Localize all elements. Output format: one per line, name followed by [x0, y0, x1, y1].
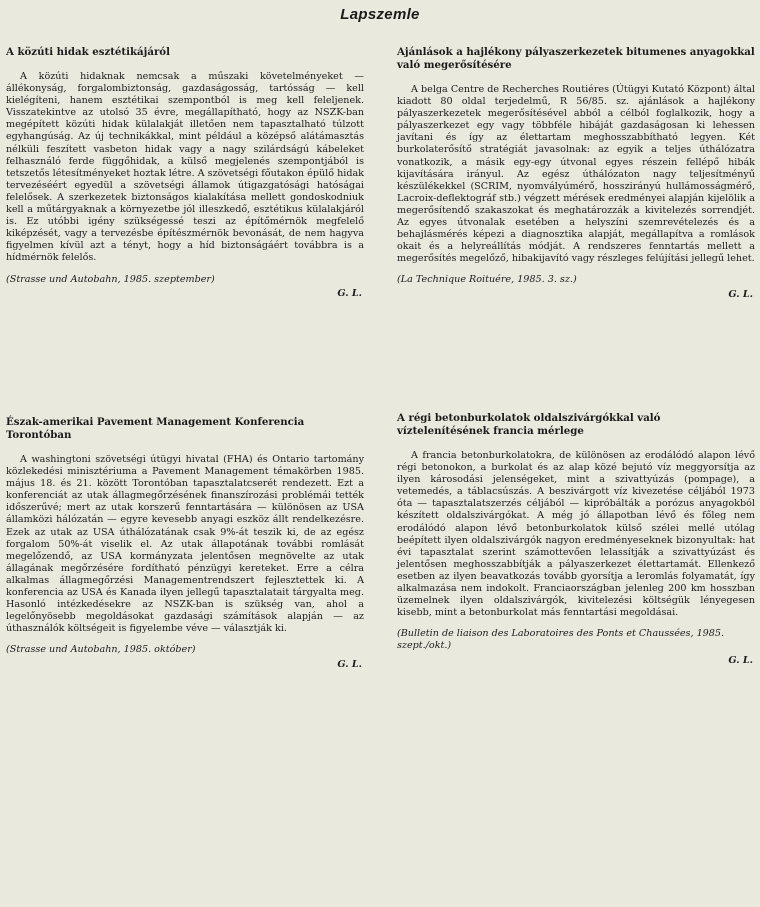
article-flexible-pavement — [397, 46, 755, 301]
article-title: Ajánlások a hajlékony pályaszerkezetek bitumenes anyagokkal való megerősítésére — [397, 46, 755, 71]
article-source: (Strasse und Autobahn, 1985. október) — [6, 644, 196, 656]
article-title: A közúti hidak esztétikájáról — [6, 46, 170, 58]
article-signature: G. L. — [337, 658, 362, 670]
article-body: A közúti hidaknak nemcsak a műszaki követelményeket — állékonyság, forgalombiztonság, gazdaságosság, tartósság — kell kielégíteni, hanem esztétikai szempontból is meg kell feleljenek. Visszatekintve az utolsó 35 évre, megállapítható, hogy az NSZK-ban megépített közúti hidak külalakját illetően nem tapasztalható túlzott egyhangúság. Az új technikákkal, mint például a középső alátámasztás nélküli feszített vasbeton hidak vagy a nagy szilárdságú kábeleket felhasználó ferde függőhidak, a külső megjelenés szempontjából is tetszetős létesítményeket hoztak létre. A szövetségi főutakon épülő hidak tervezéséért egyedül a szövetségi államok útigazgatósági hatóságai felelősek. A szerkezetek biztonságos kialakítása mellett gondoskodniuk kell a műtárgyaknak a környezetbe jól illeszkedő, esztétikus külalakjáról is. Ez utóbbi igény szükségessé teszi az építőmérnök megfelelő kiképzését, vagy a tervezésbe építészmérnök bevonását, de nem hagyva figyelmen kívül azt a tényt, hogy a híd biztonságáért továbbra is a hídmérnök felelős. — [6, 71, 364, 264]
article-signature: G. L. — [728, 654, 753, 666]
article-bridge-aesthetics — [6, 46, 364, 300]
article-title: A régi betonburkolatok oldalszivárgókkal való víztelenítésének francia mérlege — [397, 412, 661, 437]
article-title: Észak-amerikai Pavement Management Konferencia Torontóban — [6, 416, 305, 441]
article-signature: G. L. — [728, 288, 753, 300]
article-body: A francia betonburkolatokra, de különösen az erodálódó alapon lévő régi betonokon, a burkolat és az alap közé bejutó víz meggyorsítja az ilyen károsodási jelenségeket, mint a szivattyúzás (pompage), a vetemedés, a táblacsúszás. A beszivárgott víz kivezetése céljából 1973 óta — tapasztalatszerzés céljából — kipróbálták a porózus anyagokból készített oldalszivárgókat. A még jó állapotban lévő és főleg nem erodálódó alapon lévő betonburkolatok külső szélei mellé utólag beépített ilyen oldalszivárgók nagyon eredményeseknek bizonyultak: hat évi tapasztalat szerint számottevően lelassítják a szivattyúzást és jelentősen meghosszabbítják a pályaszerkezet élettartamát. Ellenkező esetben az ilyen beavatkozás tovább gyorsítja a leromlás folyamatát, így alkalmazása nem indokolt. Franciaországban jelenleg 200 km hosszban üzemelnek ilyen oldalszivárgók, kivitelezési költségük lényegesen kisebb, mint a betonburkolat más fenntartási megoldásai. — [397, 450, 755, 619]
article-signature: G. L. — [337, 287, 362, 299]
article-source: (Strasse und Autobahn, 1985. szeptember) — [6, 273, 215, 285]
article-body: A belga Centre de Recherches Routiéres (Útügyi Kutató Központ) által kiadott 80 oldal terjedelmű, R 56/85. sz. ajánlások a hajlékony pályaszerkezetek megerősítésével abból a célból foglalkozik, hogy a pályaszerkezet egy vagy többféle hibáját gazdaságosan ki lehessen javítani és így az élettartam meghosszabbítható legyen. Két burkolaterősítő stratégiát javasolnak: az egyik a teljes úthálózatra vonatkozik, a másik egy-egy útvonal egyes részein fellépő hibák kijavítására irányul. Az egész úthálózaton nagy teljesítményű készülékekkel (SCRIM, nyomvályúmérő, hosszirányú hullámosságmérő, Lacroix-deflektográf stb.) végzett mérések eredményei alapján kijelölik a megerősítendő szakaszokat és meghatározzák a kivitelezés sorrendjét. Az egyes útvonalak esetében a helyszíni szemrevételezés és a behajlásmérés képezi a diagnosztika alapját, megállapítva a romlások okait és a helyreállítás módját. A rendszeres fenntartás mellett a megerősítés megelőző, hibakijavító vagy részleges felújítási jellegű lehet. — [397, 84, 755, 265]
article-source: (La Technique Roituére, 1985. 3. sz.) — [397, 274, 577, 286]
article-body: A washingtoni szövetségi útügyi hivatal (FHA) és Ontario tartomány közlekedési minisztériuma a Pavement Management témakörben 1985. május 18. és 21. között Torontóban tapasztalatcserét rendezett. Ezt a konferenciát az utak állagmegőrzésének finanszírozási problémái tették időszerűvé; mert az utak korszerű fenntartására — különösen az USA államközi hálózatán — egyre kevesebb anyagi eszköz állt rendelkezésre. Ezek az utak az USA úthálózatának csak 9%-át teszik ki, de az egész forgalom 50%-át viselik el. Az utak állapotának további romlását megelőzendő, az USA kormányzata jelentősen megnövelte az utak állagának megőrzésére fordítható pénzügyi kereteket. Erre a célra alkalmas állagmegőrzési Managementrendszert fejlesztettek ki. A konferencia az USA és Kanada ilyen jellegű tapasztalatait tárgyalta meg. Hasonló intézkedésekre az NSZK-ban is szükség van, ahol a legelőnyösebb megoldásokat gazdasági számítások alapján — az úthasználók költségeit is figyelembe véve — választják ki. — [6, 454, 364, 635]
article-concrete-drainage — [397, 412, 755, 667]
article-source: (Bulletin de liaison des Laboratoires des Ponts et Chaussées, 1985. szept./okt.) — [397, 628, 725, 652]
article-pavement-management — [6, 416, 364, 671]
page-title: Lapszemle — [340, 6, 420, 23]
